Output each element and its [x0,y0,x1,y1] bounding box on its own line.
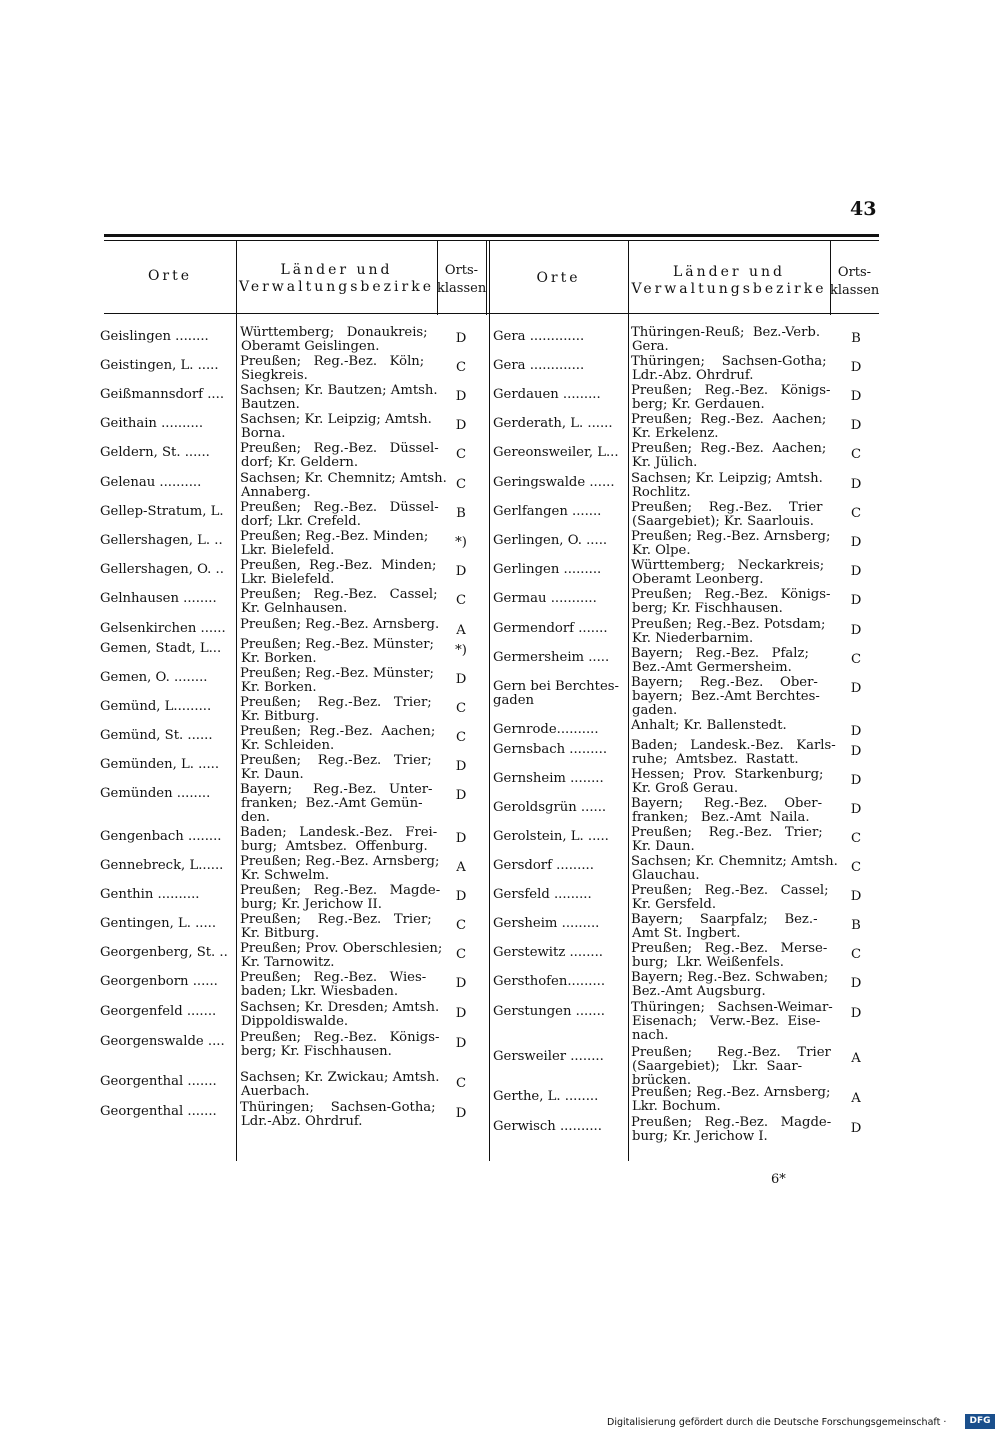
place-name: Gellershagen, L. .. [100,533,223,548]
location-class: D [455,759,467,774]
location-class: D [455,788,467,803]
district-line: Bayern; Reg.-Bez. Ober- [631,796,823,811]
district-line: Preußen; Reg.-Bez. Merse- [631,941,828,956]
district-description [631,442,827,470]
place-name: Gerlfangen ....... [493,504,602,519]
place-name: Gerdauen ......... [493,387,601,402]
district-line: Preußen; Reg.-Bez. Trier; [240,695,432,710]
district-description [631,587,831,617]
district-line: Amt St. Ingbert. [632,926,741,942]
district-description [631,355,827,383]
district-line: Dippoldiswalde. [241,1014,349,1030]
location-class: D [455,1106,467,1121]
location-class: D [850,802,862,817]
district-line: Württemberg; Neckarkreis; [631,558,825,573]
district-line: Sachsen; Kr. Dresden; Amtsh. [240,1000,440,1015]
location-class: D [850,593,862,608]
place-name: Georgenfeld ....... [100,1004,217,1019]
place-name: Germendorf ....... [493,621,608,636]
district-line: Sachsen; Kr. Leipzig; Amtsh. [240,412,432,427]
place-name: Germau ........... [493,591,597,606]
column-divider-center [489,241,490,1161]
district-line: Preußen; Reg.-Bez. Potsdam; [631,617,826,632]
district-line: dorf; Lkr. Crefeld. [241,514,361,530]
district-description [240,667,436,695]
place-name: Geldern, St. ...... [100,445,210,460]
district-line: franken; Bez.-Amt Naila. [632,810,810,826]
district-description [240,854,440,884]
district-line: Preußen; Reg.-Bez. Aachen; [631,412,827,427]
location-class: D [455,672,467,687]
place-name: Gernrode.......... [493,722,599,737]
location-class: B [456,506,466,521]
location-class: C [455,947,467,962]
district-description [240,1000,440,1030]
district-line: Bayern; Reg.-Bez. Unter- [240,782,433,797]
header-orte-right: Orte [536,270,581,286]
location-class: D [455,389,467,404]
place-name: Georgenborn ...... [100,974,218,989]
location-class: D [850,976,862,991]
district-line: Sachsen; Kr. Chemnitz; Amtsh. [631,854,838,869]
place-name: Gern bei Berchtes- gaden [493,679,619,709]
location-class: C [850,860,862,875]
location-class: D [850,889,862,904]
district-description [240,326,436,354]
district-description [631,413,827,441]
location-class: D [455,1036,467,1051]
place-name: Gernsbach ......... [493,742,608,757]
place-name: Gelsenkirchen ...... [100,621,226,636]
place-name: Gemen, O. ........ [100,670,208,685]
district-description [240,941,443,971]
district-line: Preußen, Reg.-Bez. Minden; [240,558,437,573]
header-laender-right: Länder und Verwaltungsbezirke [631,264,827,297]
place-name: Gentingen, L. ..... [100,916,217,931]
district-description [240,617,440,632]
place-name: Gersweiler ........ [493,1049,604,1064]
district-line: Kr. Schwelm. [241,868,330,884]
place-name: Gemen, Stadt, L... [100,641,222,656]
district-description [631,529,831,559]
district-description [631,472,827,500]
district-line: Württemberg; Donaukreis; [240,325,428,340]
district-line: franken; Bez.-Amt Gemün- [241,796,423,812]
location-class: *) [455,535,467,550]
district-line: Preußen; Reg.-Bez. Cassel; [240,587,438,602]
location-class: D [850,744,862,759]
location-class: C [850,506,862,521]
location-class: C [455,730,467,745]
district-description [240,971,436,999]
district-line: Preußen; Reg.-Bez. Königs- [240,1030,440,1045]
district-line: Kr. Borken. [241,680,317,696]
district-description [631,854,838,884]
location-class: D [850,535,862,550]
district-description [240,471,447,501]
district-description [631,559,827,587]
dfg-logo: DFG [965,1414,995,1429]
district-description [631,768,827,796]
district-line: Preußen; Reg.-Bez. Aachen; [240,724,436,739]
location-class: D [850,623,862,638]
district-line: Lkr. Bochum. [632,1099,721,1115]
place-name: Gerthe, L. ........ [493,1089,599,1104]
place-name: Germersheim ..... [493,650,610,665]
district-description [240,559,436,587]
district-description [240,826,436,854]
district-line: Preußen; Reg.-Bez. Magde- [240,883,441,898]
location-class: D [455,1006,467,1021]
place-name: Georgenthal ....... [100,1104,217,1119]
district-description [631,738,836,768]
district-line: Oberamt Leonberg. [632,572,764,588]
place-name: Geißmannsdorf .... [100,387,225,402]
location-class: B [851,331,861,346]
district-line: Bez.-Amt Augsburg. [632,984,766,1000]
table-rule-thin [104,240,879,241]
district-line: Gera. [632,339,669,355]
district-line: Kr. Groß Gerau. [632,781,739,797]
district-line: Preußen; Reg.-Bez. Düssel- [240,500,439,515]
location-class: B [851,918,861,933]
district-line: Oberamt Geislingen. [241,339,380,355]
district-description [240,384,436,412]
district-line: Bayern; Reg.-Bez. Pfalz; [631,646,809,661]
district-line: Kr. Borken. [241,651,317,667]
district-line: Annaberg. [241,485,311,501]
district-description [240,783,436,826]
district-description [631,326,827,354]
header-klassen-left: Orts- klassen [437,263,487,296]
location-class: C [455,447,467,462]
district-line: Preußen; Reg.-Bez. Wies- [240,970,427,985]
district-description [240,500,439,530]
district-line: Siegkreis. [241,368,308,384]
location-class: D [455,418,467,433]
district-line: Ldr.-Abz. Ohrdruf. [632,368,754,384]
place-name: Geistingen, L. ..... [100,358,219,373]
place-name: Gengenbach ........ [100,829,222,844]
district-description [240,725,436,753]
location-class: C [850,652,862,667]
district-line: Bayern; Reg.-Bez. Schwaben; [631,970,829,985]
column-divider [236,241,237,1161]
table-rule-thick [104,234,879,237]
location-class: D [455,831,467,846]
location-class: D [850,724,862,739]
district-line: baden; Lkr. Wiesbaden. [241,984,399,1000]
district-line: Anhalt; Kr. Ballenstedt. [631,718,787,733]
district-line: Lkr. Bielefeld. [241,543,335,559]
district-line: Preußen; Reg.-Bez. Arnsberg; [240,854,440,869]
district-description [240,441,439,471]
district-line: Kr. Gelnhausen. [241,601,348,617]
district-line: Kr. Jülich. [632,455,698,471]
location-class: C [455,477,467,492]
place-name: Georgenberg, St. .. [100,945,228,960]
district-description [240,355,436,383]
district-line: ruhe; Amtsbez. Rastatt. [632,752,799,768]
district-line: Baden; Landesk.-Bez. Frei- [240,825,438,840]
location-class: C [850,831,862,846]
header-laender-left: Länder und Verwaltungsbezirke [239,262,434,295]
place-name: Gennebreck, L...... [100,858,224,873]
location-class: D [850,389,862,404]
district-line: Auerbach. [241,1084,310,1100]
district-description [631,884,827,912]
location-class: A [456,860,466,875]
district-line: Thüringen; Sachsen-Gotha; [240,1100,436,1115]
place-name: Gelenau .......... [100,475,202,490]
district-description [240,413,436,441]
place-name: Gemünden, L. ..... [100,757,220,772]
place-name: Geringswalde ...... [493,475,615,490]
place-name: Gereonsweiler, L... [493,445,619,460]
district-line: Bayern; Reg.-Bez. Ober- [631,675,818,690]
district-line: Kr. Niederbarnim. [632,631,754,647]
table-header-rule [104,313,879,314]
location-class: C [455,701,467,716]
place-name: Gera ............. [493,358,585,373]
district-line: Preußen; Reg.-Bez. Arnsberg; [631,1085,831,1100]
column-divider [486,241,487,315]
district-line: Preußen; Reg.-Bez. Minden; [240,529,429,544]
place-name: Gemünd, St. ...... [100,728,213,743]
location-class: C [850,947,862,962]
district-line: Preußen; Reg.-Bez. Trier; [240,912,432,927]
district-line: burg; Kr. Jerichow II. [241,897,382,913]
place-name: Gelnhausen ........ [100,591,217,606]
place-name: Gersdorf ......... [493,858,594,873]
district-description [240,530,436,558]
district-line: Preußen; Reg.-Bez. Trier [631,500,823,515]
district-line: Preußen; Reg.-Bez. Düssel- [240,441,439,456]
district-line: burg; Lkr. Weißenfels. [632,955,784,971]
district-line: den. [241,810,270,826]
district-description [631,647,827,675]
location-class: D [850,1006,862,1021]
location-class: A [851,1051,861,1066]
district-description [240,638,436,666]
district-line: Bautzen. [241,397,300,413]
district-description [631,913,827,941]
header-klassen-right: Orts- klassen [830,265,880,298]
district-description [631,676,827,719]
district-line: Kr. Gersfeld. [632,897,717,913]
location-class: D [455,889,467,904]
district-line: Thüringen-Reuß; Bez.-Verb. [631,325,821,340]
place-name: Gerlingen ......... [493,562,602,577]
location-class: D [850,477,862,492]
district-line: Preußen; Reg.-Bez. Münster; [240,637,434,652]
location-class: D [455,331,467,346]
district-line: Thüringen; Sachsen-Gotha; [631,354,827,369]
place-name: Georgenthal ....... [100,1074,217,1089]
district-line: Preußen; Reg.-Bez. Magde- [631,1115,832,1130]
district-description [631,383,831,413]
district-line: Preußen; Reg.-Bez. Trier; [240,753,432,768]
place-name: Gera ............. [493,329,585,344]
district-line: bayern; Bez.-Amt Berchtes- [632,689,820,705]
district-description [240,588,436,616]
footer-credit: Digitalisierung gefördert durch die Deutsche Forschungsgemeinschaft · [607,1417,947,1428]
place-name: Gerwisch .......... [493,1119,602,1134]
district-description [240,1070,440,1100]
page-number: 43 [850,198,877,220]
district-description [240,1101,436,1129]
district-description [240,754,436,782]
location-class: D [850,360,862,375]
district-line: (Saargebiet); Kr. Saarlouis. [632,514,814,530]
district-line: Sachsen; Kr. Zwickau; Amtsh. [240,1070,440,1085]
place-name: Gerolstein, L. ..... [493,829,609,844]
district-line: berg; Kr. Fischhausen. [241,1044,392,1060]
district-line: Thüringen; Sachsen-Weimar- [631,1000,833,1015]
district-description [631,1045,831,1089]
district-line: Hessen; Prov. Starkenburg; [631,767,824,782]
location-class: C [455,918,467,933]
place-name: Gerlingen, O. ..... [493,533,608,548]
location-class: A [851,1091,861,1106]
district-line: Preußen; Reg.-Bez. Trier; [631,825,823,840]
district-line: Kr. Daun. [241,767,304,783]
column-divider [628,241,629,1161]
location-class: D [850,418,862,433]
district-line: dorf; Kr. Geldern. [241,455,359,471]
district-line: Kr. Bitburg. [241,709,320,725]
place-name: Gemünden ........ [100,786,211,801]
district-description [631,1000,833,1044]
district-description [631,971,827,999]
location-class: C [850,447,862,462]
district-description [240,913,436,941]
district-line: Sachsen; Kr. Leipzig; Amtsh. [631,471,823,486]
district-line: Bez.-Amt Germersheim. [632,660,792,676]
district-line: Rochlitz. [632,485,691,501]
location-class: D [850,773,862,788]
place-name: Gerstewitz ........ [493,945,603,960]
district-line: Ldr.-Abz. Ohrdruf. [241,1114,363,1130]
location-class: D [850,1121,862,1136]
place-name: Gerstungen ....... [493,1004,605,1019]
district-line: Sachsen; Kr. Bautzen; Amtsh. [240,383,438,398]
district-description [240,696,436,724]
district-line: (Saargebiet); Lkr. Saar- [632,1059,803,1075]
district-description [631,942,827,970]
district-line: Kr. Schleiden. [241,738,335,754]
place-name: Gersthofen......... [493,974,606,989]
district-line: Kr. Erkelenz. [632,426,719,442]
district-line: Kr. Olpe. [632,543,691,559]
district-description [631,1115,832,1145]
place-name: Geithain .......... [100,416,204,431]
district-description [631,826,827,854]
signature-mark: 6* [771,1172,786,1187]
location-class: A [456,623,466,638]
place-name: Gersfeld ......... [493,887,592,902]
place-name: Gemünd, L......... [100,699,212,714]
district-line: berg; Kr. Fischhausen. [632,601,783,617]
district-line: Sachsen; Kr. Chemnitz; Amtsh. [240,471,447,486]
district-description [631,618,827,646]
district-line: berg; Kr. Gerdauen. [632,397,765,413]
district-line: Preußen; Reg.-Bez. Arnsberg; [631,529,831,544]
location-class: C [455,593,467,608]
location-class: D [850,564,862,579]
place-name: Georgenswalde .... [100,1034,225,1049]
location-class: C [455,1076,467,1091]
district-line: gaden. [632,703,678,719]
district-line: Kr. Daun. [632,839,695,855]
location-class: D [850,681,862,696]
place-name: Gellershagen, O. .. [100,562,224,577]
district-description [631,797,827,825]
place-name: Gersheim ......... [493,916,600,931]
district-line: Kr. Tarnowitz. [241,955,335,971]
district-line: Borna. [241,426,286,442]
place-name: Geroldsgrün ...... [493,800,607,815]
district-line: Preußen; Reg.-Bez. Arnsberg. [240,617,440,632]
district-line: Preußen; Reg.-Bez. Aachen; [631,441,827,456]
district-line: Preußen; Reg.-Bez. Köln; [240,354,425,369]
district-description [631,501,827,529]
district-line: brücken. [632,1073,692,1089]
district-line: Preußen; Reg.-Bez. Cassel; [631,883,829,898]
district-line: burg; Kr. Jerichow I. [632,1129,768,1145]
place-name: Gellep-Stratum, L. [100,504,224,519]
district-description [631,1085,831,1115]
district-line: Glauchau. [632,868,700,884]
place-name: Gernsheim ........ [493,771,604,786]
district-line: Preußen; Reg.-Bez. Trier [631,1045,831,1060]
location-class: D [455,564,467,579]
district-line: Lkr. Bielefeld. [241,572,335,588]
place-name: Geislingen ........ [100,329,209,344]
district-line: Preußen; Reg.-Bez. Königs- [631,587,831,602]
district-line: Preußen; Prov. Oberschlesien; [240,941,443,956]
district-description [240,1030,440,1060]
district-description [240,883,441,913]
district-line: Eisenach; Verw.-Bez. Eise- [632,1014,821,1030]
district-line: Bayern; Saarpfalz; Bez.- [631,912,818,927]
district-description [631,719,827,733]
place-name: Gerderath, L. ...... [493,416,613,431]
district-line: nach. [632,1028,669,1044]
district-line: Preußen; Reg.-Bez. Königs- [631,383,831,398]
location-class: C [455,360,467,375]
header-orte-left: Orte [147,268,193,284]
district-line: burg; Amtsbez. Offenburg. [241,839,428,855]
district-line: Baden; Landesk.-Bez. Karls- [631,738,836,753]
district-line: Preußen; Reg.-Bez. Münster; [240,666,434,681]
location-class: D [455,976,467,991]
place-name: Genthin .......... [100,887,200,902]
location-class: *) [455,643,467,658]
district-line: Kr. Bitburg. [241,926,320,942]
